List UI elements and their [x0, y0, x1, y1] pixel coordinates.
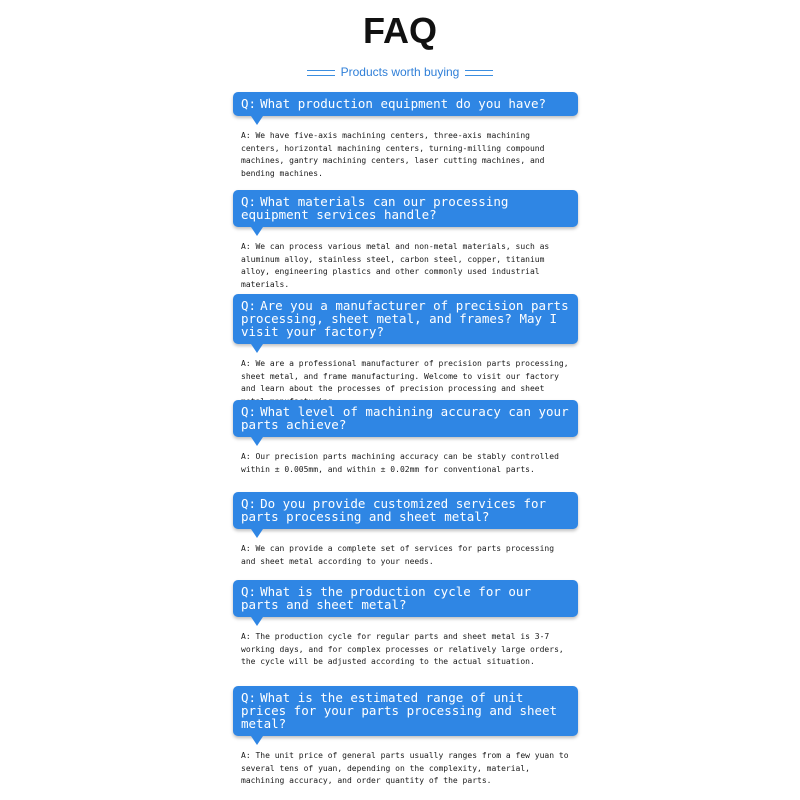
answer-text: A: We can process various metal and non-metal materials, such as aluminum alloy, stainless steel, carbon steel, copper, titanium alloy, engineering plastics and other commonly used industrial materials. [241, 242, 550, 289]
question-text: What level of machining accuracy can your parts achieve? [241, 404, 569, 432]
question-bubble [233, 92, 578, 116]
answer-text: A: We have five-axis machining centers, three-axis machining centers, horizontal machining centers, turning-milling compound machines, gantry machining centers, laser cutting machines, and bending machines. [241, 131, 545, 178]
question-text: What is the production cycle for our parts and sheet metal? [241, 584, 531, 612]
answer-text: A: We are a professional manufacturer of precision parts processing, sheet metal, and frame manufacturing. Welcome to visit our factory and learn about the processes of precision processing and sheet [241, 359, 569, 393]
subtitle-left-rule [307, 70, 335, 76]
question-bubble [233, 400, 578, 437]
faq-item-5 [233, 492, 578, 568]
faq-item-4 [233, 400, 578, 476]
question-text: What production equipment do you have? [260, 96, 547, 111]
page-subtitle [0, 65, 800, 79]
question-prefix: Q: [241, 194, 257, 209]
question-text: What is the estimated range of unit prices for your parts processing and sheet metal? [241, 690, 558, 731]
question-prefix: Q: [241, 298, 257, 313]
subtitle-text: Products worth buying [340, 65, 460, 79]
page-title: FAQ [362, 10, 437, 51]
faq-item-1 [233, 92, 578, 180]
question-prefix: Q: [241, 584, 257, 599]
question-prefix: Q: [241, 496, 257, 511]
question-text: Do you provide customized services for parts processing and sheet metal? [241, 496, 547, 524]
question-bubble [233, 190, 578, 227]
answer-text: A: We can provide a complete set of services for parts processing and sheet metal according to your needs. [241, 544, 555, 566]
question-bubble [233, 492, 578, 529]
question-text: What materials can our processing equipment services handle? [241, 194, 509, 222]
question-prefix: Q: [241, 404, 257, 419]
question-prefix: Q: [241, 96, 257, 111]
question-text: Are you a manufacturer of precision parts processing, sheet metal, and frames? May I visit your factory? [241, 298, 569, 339]
question-bubble [233, 686, 578, 736]
answer-text: A: The production cycle for regular parts and sheet metal is 3-7 working days, and for complex processes or relatively large orders, the cycle will be adjusted according to the actual situation. [241, 632, 564, 666]
question-bubble [233, 580, 578, 617]
faq-item-7 [233, 686, 578, 788]
faq-item-6 [233, 580, 578, 669]
question-prefix: Q: [241, 690, 257, 705]
answer-text: A: Our precision parts machining accuracy can be stably controlled within ± 0.005mm, and within ± 0.02mm for conventional parts. [241, 452, 559, 474]
faq-item-3 [233, 294, 578, 408]
answer-text: A: The unit price of general parts usually ranges from a few yuan to several tens of yuan, depending on the complexity, material, machining accuracy, and order quantity of the parts. [241, 751, 569, 785]
question-bubble [233, 294, 578, 344]
faq-item-2 [233, 190, 578, 291]
subtitle-right-rule [465, 70, 493, 76]
